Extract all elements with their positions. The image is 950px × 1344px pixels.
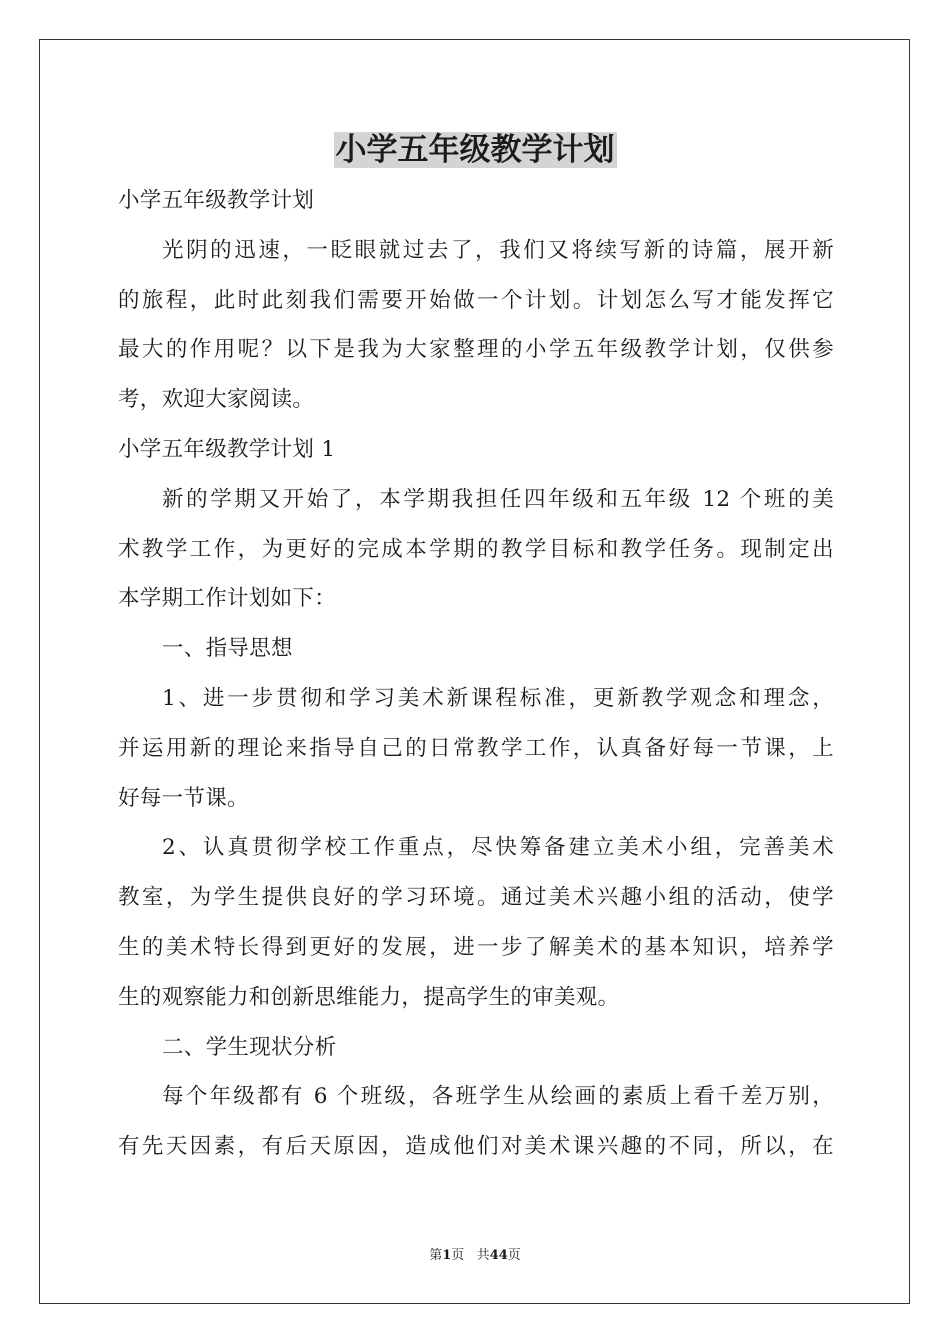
text-line: 每个年级都有 6 个班级，各班学生从绘画的素质上看千差万别， (162, 1084, 834, 1110)
text-line: 生的观察能力和创新思维能力，提高学生的审美观。 (118, 984, 620, 1010)
text-line: 教室，为学生提供良好的学习环境。通过美术兴趣小组的活动，使学 (118, 885, 834, 911)
page-suffix: 页 (451, 1248, 465, 1263)
text-line: 2、认真贯彻学校工作重点，尽快筹备建立美术小组，完善美术 (162, 835, 834, 861)
text-line: 本学期工作计划如下： (118, 586, 337, 612)
text-line: 并运用新的理论来指导自己的日常教学工作，认真备好每一节课，上 (118, 735, 834, 761)
text-line: 考，欢迎大家阅读。 (118, 387, 315, 413)
text-line: 二、学生现状分析 (162, 1034, 337, 1060)
total-suffix: 页 (507, 1248, 521, 1263)
document-body (118, 176, 834, 1172)
document-title-text: 小学五年级教学计划 (335, 132, 615, 168)
text-line: 最大的作用呢？以下是我为大家整理的小学五年级教学计划，仅供参 (118, 337, 834, 363)
text-line: 好每一节课。 (118, 785, 249, 811)
total-pages: 44 (489, 1248, 508, 1263)
page-number: 1 (442, 1248, 452, 1263)
text-line: 有先天因素，有后天原因，造成他们对美术课兴趣的不同，所以，在 (118, 1134, 834, 1160)
text-line: 生的美术特长得到更好的发展，进一步了解美术的基本知识，培养学 (118, 934, 834, 960)
text-line: 术教学工作，为更好的完成本学期的教学目标和教学任务。现制定出 (118, 536, 834, 562)
text-line: 光阴的迅速，一眨眼就过去了，我们又将续写新的诗篇，展开新 (162, 237, 834, 263)
text-line: 小学五年级教学计划 (118, 188, 315, 213)
total-prefix: 共 (476, 1248, 490, 1263)
text-line: 一、指导思想 (162, 636, 293, 662)
text-line: 小学五年级教学计划 1 (118, 436, 336, 462)
text-line: 新的学期又开始了，本学期我担任四年级和五年级 12 个班的美 (162, 486, 834, 512)
text-line: 1、进一步贯彻和学习美术新课程标准，更新教学观念和理念， (162, 685, 834, 711)
page-footer (0, 1246, 950, 1266)
text-line: 的旅程，此时此刻我们需要开始做一个计划。计划怎么写才能发挥它 (118, 287, 834, 313)
page-prefix: 第 (429, 1248, 443, 1263)
document-title (0, 128, 950, 172)
